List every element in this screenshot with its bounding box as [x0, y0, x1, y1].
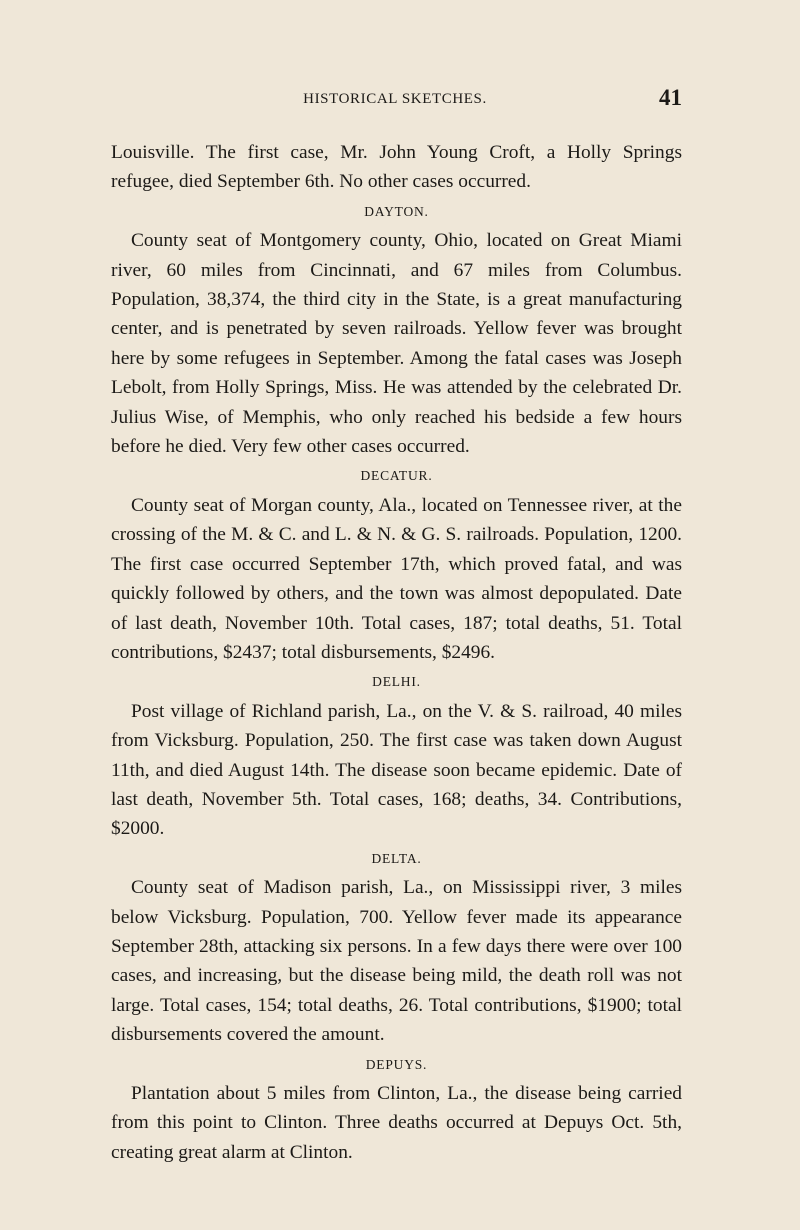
page-number: 41 [659, 85, 682, 110]
paragraph-depuys: Plantation about 5 miles from Clinton, La., the disease being carried from this point to Clinton. Three deaths occurred at Depuys Oct. 5th, creating great alarm at Clinton. [111, 1083, 682, 1163]
section-heading-depuys: DEPUYS. [365, 1056, 428, 1072]
running-head [108, 85, 682, 112]
section-heading-delta: DELTA. [371, 850, 422, 866]
section-heading-delhi: DELHI. [372, 674, 421, 690]
running-title: HISTORICAL SKETCHES. [303, 91, 487, 107]
page-body [111, 138, 682, 1167]
section-heading-decatur: DECATUR. [360, 468, 433, 484]
paragraph-delta: County seat of Madison parish, La., on Mississippi river, 3 miles below Vicksburg. Population, 700. Yellow fever made its appearance September 28th, attacking six persons. In a few days there were over 100 cases, and increasing, but the disease being mild, the death roll was not large. Total cases, 154; total deaths, 26. Total contributions, $1900; total disbursements covered the amount. [111, 877, 682, 1046]
paragraph-delhi: Post village of Richland parish, La., on the V. & S. railroad, 40 miles from Vicksburg. Population, 250. The first case was taken down August 11th, and died August 14th. The disease soon became epidemic. Date of last death, November 5th. Total cases, 168; deaths, 34. Contributions, $2000. [111, 700, 682, 840]
paragraph-dayton: County seat of Montgomery county, Ohio, located on Great Miami river, 60 miles from Cincinnati, and 67 miles from Columbus. Population, 38,374, the third city in the State, is a great manufacturing center, and is penetrated by seven railroads. Yellow fever was brought here by some refugees in September. Among the fatal cases was Joseph Lebolt, from Holly Springs, Miss. He was attended by the celebrated Dr. Julius Wise, of Memphis, who only reached his bedside a few hours before he died. Very few other cases occurred. [111, 230, 682, 458]
section-heading-dayton: DAYTON. [364, 203, 429, 219]
paragraph-louisville: Louisville. The first case, Mr. John Young Croft, a Holly Springs refugee, died September 6th. No other cases occurred. [111, 142, 682, 193]
paragraph-decatur: County seat of Morgan county, Ala., located on Tennessee river, at the crossing of the M. & C. and L. & N. & G. S. railroads. Population, 1200. The first case occurred September 17th, which proved fatal, and was quickly followed by others, and the town was almost depopulated. Date of last death, November 10th. Total cases, 187; total deaths, 51. Total contributions, $2437; total disbursements, $2496. [111, 494, 682, 663]
